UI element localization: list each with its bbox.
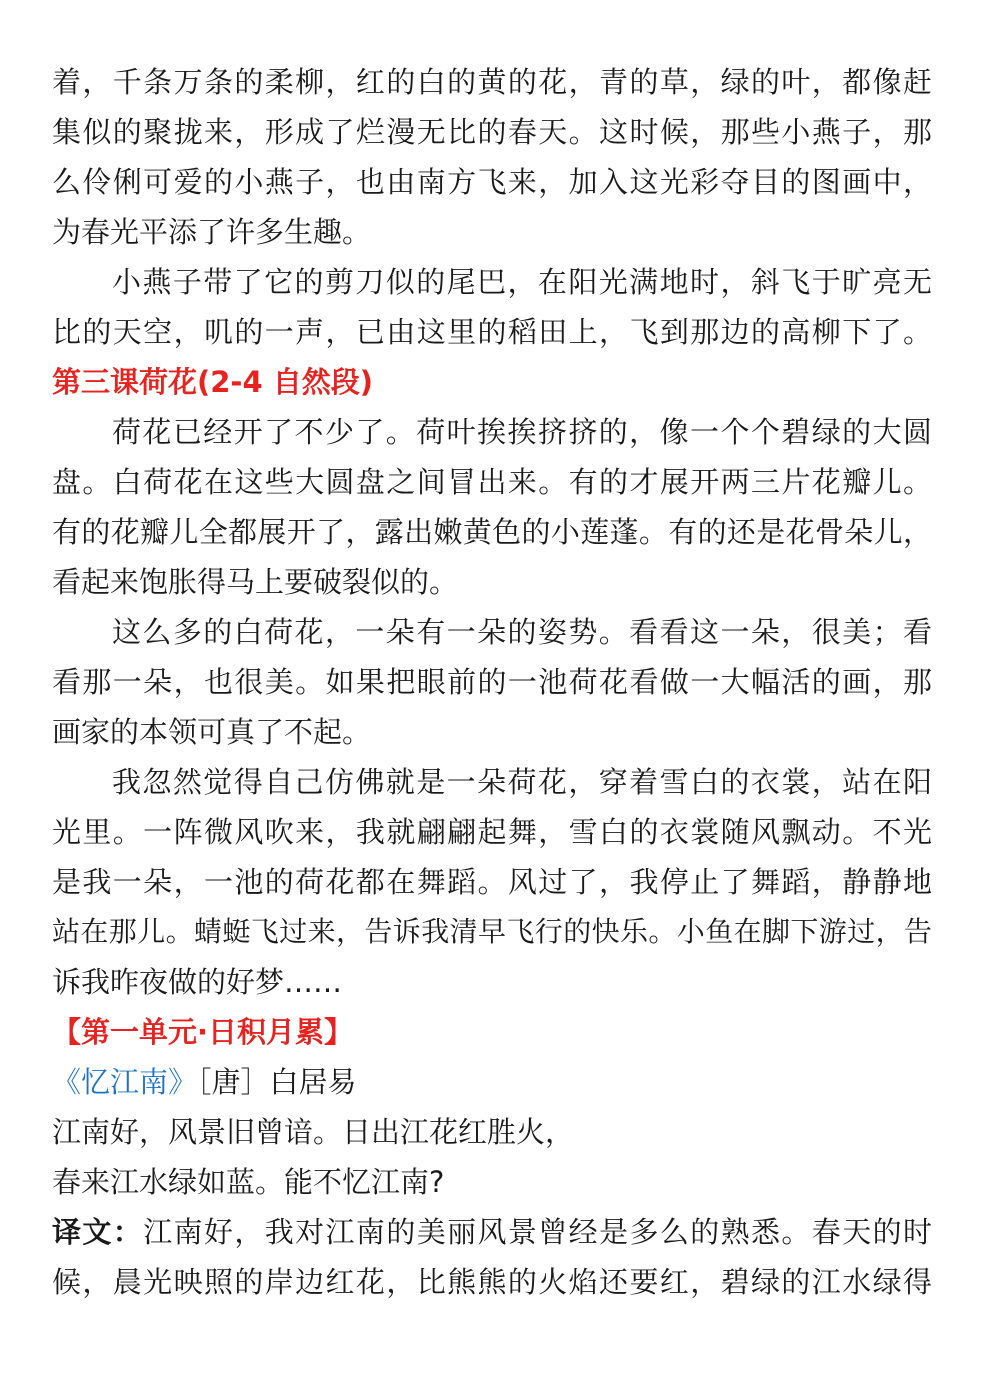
paragraph-line: 么伶俐可爱的小燕子，也由南方飞来，加入这光彩夺目的图画中， [52,165,932,199]
poem-author: ［唐］白居易 [197,1065,357,1099]
poem-title: 《忆江南》 [52,1065,198,1099]
paragraph-line: 我忽然觉得自己仿佛就是一朵荷花，穿着雪白的衣裳，站在阳 [112,765,932,799]
poem-title-line [52,1057,932,1107]
paragraph-line: 集似的聚拢来，形成了烂漫无比的春天。这时候，那些小燕子，那 [52,115,932,149]
poem-line: 江南好，风景旧曾谙。日出江花红胜火， [52,1115,575,1149]
poem-line: 春来江水绿如蓝。能不忆江南? [52,1165,445,1199]
paragraph-line: 为春光平添了许多生趣。 [52,215,372,249]
paragraph-line: 着，千条万条的柔柳，红的白的黄的花，青的草，绿的叶，都像赶 [52,65,932,99]
translation-line: 候，晨光映照的岸边红花，比熊熊的火焰还要红，碧绿的江水绿得 [52,1265,932,1299]
paragraph-line: 这么多的白荷花，一朵有一朵的姿势。看看这一朵，很美；看 [112,615,932,649]
paragraph-line: 看起来饱胀得马上要破裂似的。 [52,565,459,599]
translation-text: 江南好，我对江南的美丽风景曾经是多么的熟悉。春天的时 [143,1215,932,1249]
section-heading-unit-one: 【第一单元·日积月累】 [52,1015,354,1049]
paragraph-line: 盘。白荷花在这些大圆盘之间冒出来。有的才展开两三片花瓣儿。 [52,465,932,499]
translation-line [52,1207,932,1257]
paragraph-line: 是我一朵，一池的荷花都在舞蹈。风过了，我停止了舞蹈，静静地 [52,865,932,899]
paragraph-line: 站在那儿。蜻蜓飞过来，告诉我清早飞行的快乐。小鱼在脚下游过，告 [52,915,932,948]
paragraph-line: 画家的本领可真了不起。 [52,715,372,749]
paragraph-line: 光里。一阵微风吹来，我就翩翩起舞，雪白的衣裳随风飘动。不光 [52,815,932,849]
paragraph-line: 有的花瓣儿全都展开了，露出嫩黄色的小莲蓬。有的还是花骨朵儿， [52,515,932,549]
paragraph-line: 小燕子带了它的剪刀似的尾巴，在阳光满地时，斜飞于旷亮无 [112,265,932,299]
section-heading-lotus: 第三课荷花(2-4 自然段) [52,365,373,399]
paragraph-line: 荷花已经开了不少了。荷叶挨挨挤挤的，像一个个碧绿的大圆 [112,415,932,449]
paragraph-line: 比的天空，叽的一声，已由这里的稻田上，飞到那边的高柳下了。 [52,315,932,349]
paragraph-line: 诉我昨夜做的好梦…… [52,965,343,999]
paragraph-line: 看那一朵，也很美。如果把眼前的一池荷花看做一大幅活的画，那 [52,665,932,699]
translation-label: 译文： [52,1215,144,1249]
